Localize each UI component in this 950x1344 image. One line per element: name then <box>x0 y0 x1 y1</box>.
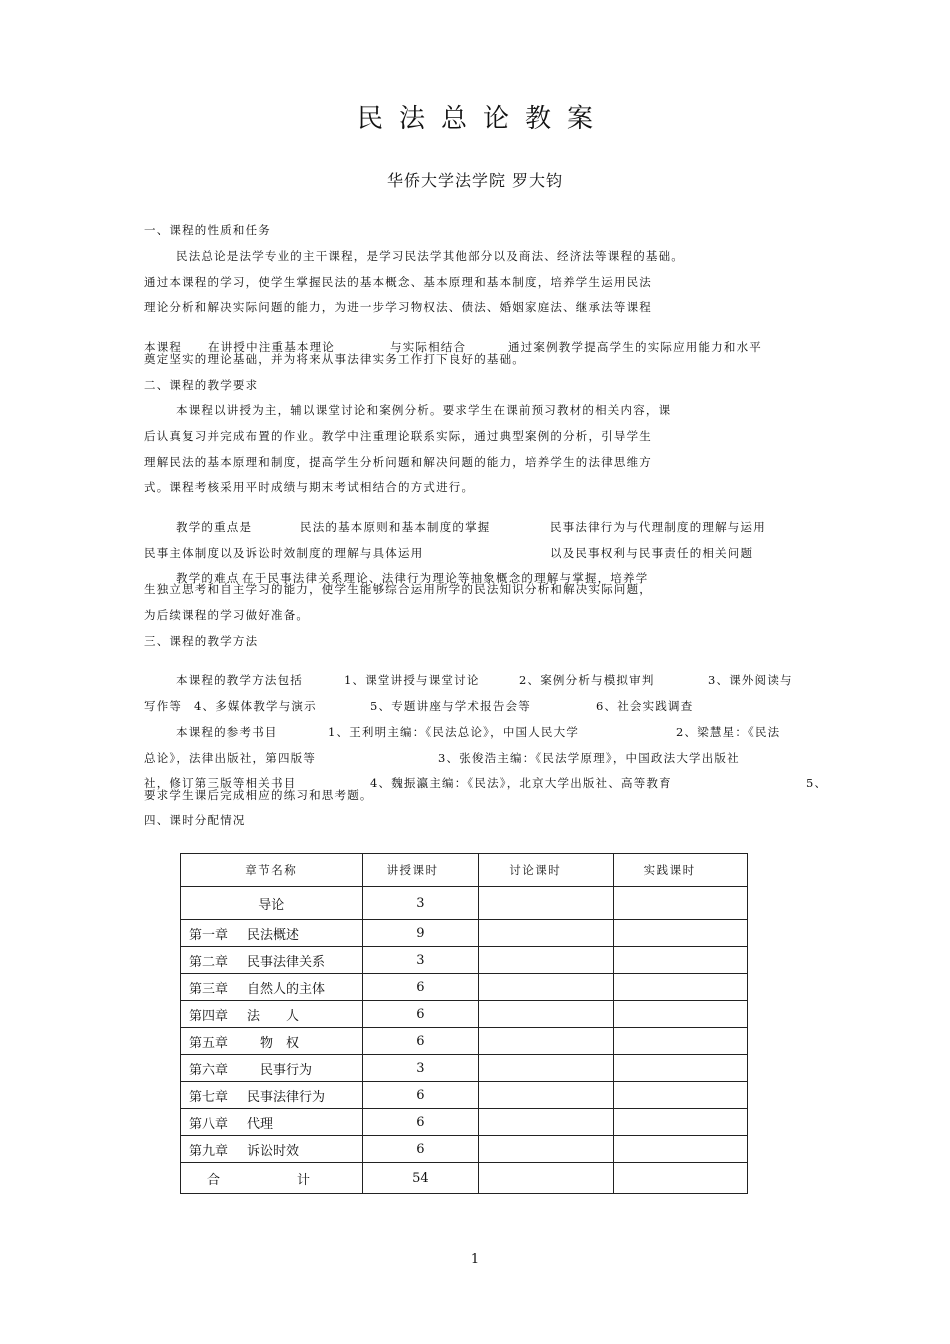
body-line: 理解民法的基本原理和制度，提高学生分析问题和解决问题的能力，培养学生的法律思维方 <box>144 455 652 469</box>
table-row <box>181 1136 748 1163</box>
section-heading: 二、课程的教学要求 <box>144 378 259 392</box>
column-header: 讨论课时 <box>479 854 613 887</box>
row-label: 第二章 民事法律关系 <box>181 947 363 974</box>
body-line: 总论》，法律出版社，第四版等 3、张俊浩主编：《民法学原理》，中国政法大学出版社 <box>144 751 740 765</box>
row-label: 第三章 自然人的主体 <box>181 974 363 1001</box>
table-row <box>181 1109 748 1136</box>
hours-cell: 6 <box>362 1082 479 1109</box>
document-author: 华侨大学法学院 罗大钧 <box>386 171 564 190</box>
table-total-row <box>181 1163 748 1194</box>
row-label: 导论 <box>181 887 363 920</box>
table-row <box>181 1082 748 1109</box>
table-row <box>181 1028 748 1055</box>
body-line: 本课程的参考书目 1、王利明主编：《民法总论》，中国人民大学 2、梁慧星：《民法 <box>176 725 781 739</box>
body-line: 生独立思考和自主学习的能力，使学生能够综合运用所学的民法知识分析和解决实际问题， <box>144 582 652 596</box>
row-label: 第八章 代理 <box>181 1109 363 1136</box>
body-line: 教学的重点是 民法的基本原则和基本制度的掌握 民事法律行为与代理制度的理解与运用 <box>176 520 766 534</box>
table-header-row <box>181 854 748 887</box>
total-hours: 54 <box>362 1163 479 1194</box>
row-label: 第五章 物 权 <box>181 1028 363 1055</box>
table-row <box>181 887 748 920</box>
row-label: 第一章 民法概述 <box>181 920 363 947</box>
body-line: 社，修订第三版等相关书目 4、魏振瀛主编：《民法》，北京大学出版社、高等教育 5、 <box>144 776 828 790</box>
hours-cell: 6 <box>362 1028 479 1055</box>
body-line: 本课程以讲授为主，辅以课堂讨论和案例分析。要求学生在课前预习教材的相关内容，课 <box>176 403 672 417</box>
hours-cell: 6 <box>362 1109 479 1136</box>
row-label: 第九章 诉讼时效 <box>181 1136 363 1163</box>
body-line: 要求学生课后完成相应的练习和思考题。 <box>144 788 373 802</box>
body-line: 为后续课程的学习做好准备。 <box>144 608 310 622</box>
table-row <box>181 1055 748 1082</box>
section-heading: 四、课时分配情况 <box>144 813 246 827</box>
body-line: 写作等 4、多媒体教学与演示 5、专题讲座与学术报告会等 6、社会实践调查 <box>144 699 694 713</box>
section-heading: 一、课程的性质和任务 <box>144 223 271 237</box>
body-line: 理论分析和解决实际问题的能力，为进一步学习物权法、债法、婚姻家庭法、继承法等课程 <box>144 300 652 314</box>
row-label: 第七章 民事法律行为 <box>181 1082 363 1109</box>
hours-cell: 6 <box>362 1136 479 1163</box>
body-line: 奠定坚实的理论基础，并为将来从事法律实务工作打下良好的基础。 <box>144 352 525 366</box>
section-heading: 三、课程的教学方法 <box>144 634 259 648</box>
hours-cell: 9 <box>362 920 479 947</box>
hours-cell: 6 <box>362 974 479 1001</box>
body-line: 本课程的教学方法包括 1、课堂讲授与课堂讨论 2、案例分析与模拟审判 3、课外阅读与 <box>176 673 793 687</box>
column-header: 实践课时 <box>613 854 747 887</box>
column-header: 讲授课时 <box>362 854 479 887</box>
total-label: 合 计 <box>181 1163 363 1194</box>
body-line: 教学的难点 在于民事法律关系理论、法律行为理论等抽象概念的理解与掌握，培养学 <box>176 571 649 585</box>
row-label: 第六章 民事行为 <box>181 1055 363 1082</box>
hours-cell: 6 <box>362 1001 479 1028</box>
column-header: 章节名称 <box>181 854 363 887</box>
body-line: 式。课程考核采用平时成绩与期末考试相结合的方式进行。 <box>144 480 475 494</box>
page-number: 1 <box>470 1252 480 1267</box>
hours-cell: 3 <box>362 947 479 974</box>
hours-cell: 3 <box>362 1055 479 1082</box>
body-line: 通过本课程的学习，使学生掌握民法的基本概念、基本原理和基本制度，培养学生运用民法 <box>144 275 652 289</box>
course-hours-table <box>180 853 748 1194</box>
table-row <box>181 1001 748 1028</box>
body-line: 民法总论是法学专业的主干课程，是学习民法学其他部分以及商法、经济法等课程的基础。 <box>176 249 684 263</box>
document-title: 民法总论教案 <box>356 104 609 134</box>
body-line: 后认真复习并完成布置的作业。教学中注重理论联系实际，通过典型案例的分析，引导学生 <box>144 429 652 443</box>
hours-cell: 3 <box>362 887 479 920</box>
body-line: 民事主体制度以及诉讼时效制度的理解与具体运用 以及民事权利与民事责任的相关问题 <box>144 546 754 560</box>
table-row <box>181 947 748 974</box>
row-label: 第四章 法 人 <box>181 1001 363 1028</box>
table-row <box>181 920 748 947</box>
table-row <box>181 974 748 1001</box>
body-line: 本课程 在讲授中注重基本理论 与实际相结合 通过案例教学提高学生的实际应用能力和水平 <box>144 340 762 354</box>
